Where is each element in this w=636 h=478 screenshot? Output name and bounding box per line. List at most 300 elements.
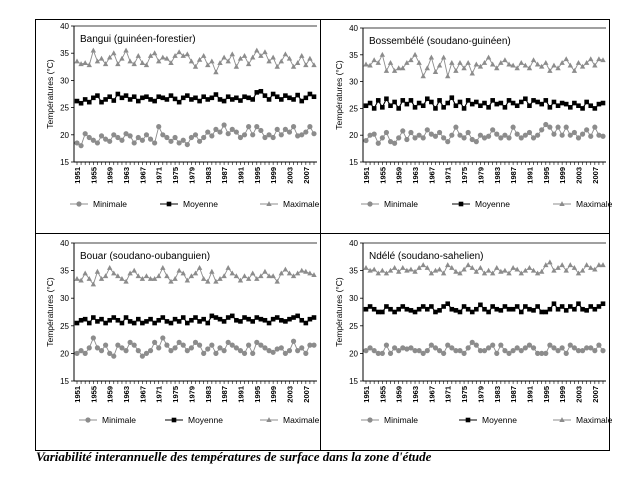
data-point-maximale: [421, 262, 426, 267]
data-point-maximale: [140, 276, 145, 281]
data-point-maximale: [588, 56, 593, 61]
x-tick-label: 2003: [574, 386, 584, 403]
data-point-minimale: [417, 349, 421, 353]
data-point-maximale: [568, 262, 573, 267]
data-point-moyenne: [548, 105, 553, 110]
data-point-minimale: [279, 133, 283, 137]
data-point-moyenne: [490, 98, 495, 103]
data-point-minimale: [511, 349, 515, 353]
data-point-moyenne: [392, 310, 397, 315]
data-point-moyenne: [396, 106, 401, 111]
data-point-maximale: [363, 62, 368, 67]
data-point-moyenne: [291, 315, 296, 320]
data-point-maximale: [201, 53, 206, 58]
data-point-minimale: [153, 141, 157, 145]
x-tick-label: 1987: [509, 167, 519, 184]
data-point-moyenne: [295, 93, 300, 98]
data-point-maximale: [295, 270, 300, 275]
legend-marker-moyenne: [167, 202, 172, 207]
data-point-maximale: [380, 268, 385, 273]
data-point-maximale: [111, 50, 116, 55]
data-point-moyenne: [156, 318, 161, 323]
data-point-minimale: [132, 343, 136, 347]
data-point-maximale: [404, 60, 409, 65]
x-tick-label: 1967: [427, 167, 437, 184]
data-point-maximale: [250, 270, 255, 275]
data-point-minimale: [388, 351, 392, 355]
data-point-moyenne: [478, 103, 483, 108]
data-point-maximale: [311, 62, 316, 67]
data-point-maximale: [429, 55, 434, 60]
data-point-minimale: [597, 343, 601, 347]
data-point-maximale: [416, 265, 421, 270]
data-point-minimale: [234, 346, 238, 350]
x-tick-label: 1991: [236, 386, 246, 403]
data-point-moyenne: [368, 101, 373, 106]
data-point-moyenne: [222, 319, 227, 324]
data-point-moyenne: [116, 92, 121, 97]
data-point-moyenne: [169, 321, 174, 326]
data-point-moyenne: [132, 94, 137, 99]
data-point-minimale: [593, 349, 597, 353]
data-point-minimale: [99, 134, 103, 138]
data-point-maximale: [91, 48, 96, 53]
data-point-maximale: [408, 267, 413, 272]
data-point-moyenne: [478, 303, 483, 308]
y-tick-label: 30: [60, 76, 69, 86]
x-tick-label: 1995: [252, 386, 262, 403]
data-point-moyenne: [250, 319, 255, 324]
data-point-minimale: [255, 125, 259, 129]
data-point-minimale: [552, 346, 556, 350]
data-point-moyenne: [486, 310, 491, 315]
data-point-minimale: [576, 136, 580, 140]
data-point-minimale: [446, 140, 450, 144]
data-point-moyenne: [519, 100, 524, 105]
data-point-minimale: [364, 349, 368, 353]
data-point-moyenne: [511, 307, 516, 312]
data-point-minimale: [393, 346, 397, 350]
data-point-moyenne: [116, 318, 121, 323]
data-point-moyenne: [413, 105, 418, 110]
data-point-minimale: [572, 346, 576, 350]
data-point-minimale: [491, 343, 495, 347]
data-point-minimale: [197, 139, 201, 143]
data-point-maximale: [380, 52, 385, 57]
data-point-moyenne: [230, 314, 235, 319]
data-point-minimale: [523, 346, 527, 350]
chart-panel-bossembele: [321, 20, 613, 233]
data-point-maximale: [502, 57, 507, 62]
data-point-moyenne: [409, 308, 414, 313]
x-tick-label: 1963: [122, 167, 132, 184]
data-point-maximale: [465, 60, 470, 65]
data-point-moyenne: [515, 103, 520, 108]
data-point-moyenne: [87, 100, 92, 105]
data-point-moyenne: [214, 92, 219, 97]
data-point-moyenne: [234, 318, 239, 323]
data-point-moyenne: [279, 318, 284, 323]
data-point-minimale: [202, 135, 206, 139]
data-point-minimale: [531, 136, 535, 140]
data-point-maximale: [176, 268, 181, 273]
legend-marker-minimale: [368, 418, 372, 422]
data-point-moyenne: [400, 304, 405, 309]
data-point-minimale: [242, 133, 246, 137]
data-point-minimale: [112, 133, 116, 137]
data-point-moyenne: [152, 321, 157, 326]
x-tick-label: 1999: [558, 386, 568, 403]
data-point-moyenne: [283, 93, 288, 98]
data-point-minimale: [287, 349, 291, 353]
data-point-maximale: [457, 60, 462, 65]
data-point-moyenne: [601, 301, 606, 306]
data-point-minimale: [491, 128, 495, 132]
data-point-minimale: [515, 132, 519, 136]
data-point-minimale: [197, 343, 201, 347]
data-point-minimale: [499, 343, 503, 347]
data-point-minimale: [83, 132, 87, 136]
data-point-minimale: [214, 127, 218, 131]
y-tick-label: 40: [349, 24, 358, 33]
data-point-maximale: [523, 63, 528, 68]
data-point-minimale: [218, 346, 222, 350]
data-point-moyenne: [295, 314, 300, 319]
y-tick-label: 25: [349, 104, 358, 114]
data-point-maximale: [384, 270, 389, 275]
data-point-moyenne: [267, 97, 272, 102]
data-point-moyenne: [450, 95, 455, 100]
data-point-minimale: [560, 346, 564, 350]
data-point-moyenne: [99, 317, 104, 322]
x-tick-label: 1975: [460, 386, 470, 403]
data-point-minimale: [136, 349, 140, 353]
data-point-moyenne: [584, 308, 589, 313]
data-point-moyenne: [523, 96, 528, 101]
data-point-moyenne: [210, 314, 215, 319]
data-point-minimale: [466, 346, 470, 350]
data-point-moyenne: [210, 96, 215, 101]
y-tick-label: 35: [349, 50, 358, 60]
data-point-minimale: [597, 133, 601, 137]
data-point-minimale: [222, 123, 226, 127]
data-point-moyenne: [136, 317, 141, 322]
x-tick-label: 1959: [394, 167, 404, 184]
data-point-moyenne: [482, 307, 487, 312]
data-point-minimale: [544, 351, 548, 355]
data-point-moyenne: [494, 102, 499, 107]
x-tick-label: 2003: [285, 386, 295, 403]
data-point-moyenne: [400, 98, 405, 103]
data-point-moyenne: [568, 304, 573, 309]
data-point-minimale: [495, 132, 499, 136]
data-point-maximale: [539, 269, 544, 274]
data-point-maximale: [486, 55, 491, 60]
data-point-moyenne: [218, 317, 223, 322]
data-point-moyenne: [263, 93, 268, 98]
data-point-moyenne: [83, 317, 88, 322]
data-point-moyenne: [226, 315, 231, 320]
data-point-moyenne: [539, 102, 544, 107]
data-point-moyenne: [161, 96, 166, 101]
data-point-maximale: [242, 273, 247, 278]
data-point-maximale: [572, 265, 577, 270]
data-point-maximale: [441, 55, 446, 60]
legend-marker-minimale: [77, 202, 81, 206]
data-point-minimale: [283, 351, 287, 355]
figure-caption: Variabilité interannuelle des températures de surface dans la zone d'étude: [36, 449, 432, 464]
data-point-moyenne: [120, 321, 125, 326]
data-point-maximale: [588, 265, 593, 270]
data-point-minimale: [413, 349, 417, 353]
data-point-minimale: [548, 343, 552, 347]
data-point-maximale: [250, 55, 255, 60]
legend-label-minimale: Minimale: [384, 415, 419, 425]
x-tick-label: 1967: [427, 386, 437, 403]
data-point-minimale: [450, 133, 454, 137]
x-tick-label: 1955: [89, 167, 99, 184]
data-point-minimale: [446, 343, 450, 347]
x-tick-label: 1983: [492, 386, 502, 403]
y-tick-label: 20: [60, 130, 69, 140]
data-point-moyenne: [548, 307, 553, 312]
data-point-moyenne: [242, 94, 247, 99]
y-axis-label: Températures (°C): [334, 277, 344, 347]
data-point-maximale: [363, 265, 368, 270]
data-point-minimale: [544, 122, 548, 126]
data-point-minimale: [296, 349, 300, 353]
data-point-minimale: [210, 134, 214, 138]
data-point-minimale: [495, 351, 499, 355]
data-point-moyenne: [169, 93, 174, 98]
x-tick-label: 2007: [590, 167, 600, 184]
data-point-minimale: [401, 129, 405, 133]
data-point-moyenne: [91, 96, 96, 101]
data-point-maximale: [82, 270, 87, 275]
data-point-minimale: [226, 132, 230, 136]
data-point-minimale: [601, 349, 605, 353]
data-point-minimale: [437, 130, 441, 134]
y-tick-label: 25: [349, 321, 358, 331]
data-point-moyenne: [593, 106, 598, 111]
data-point-minimale: [91, 138, 95, 142]
data-point-maximale: [543, 60, 548, 65]
data-point-moyenne: [177, 100, 182, 105]
data-point-maximale: [531, 57, 536, 62]
data-point-minimale: [368, 133, 372, 137]
data-point-moyenne: [584, 100, 589, 105]
data-point-maximale: [416, 60, 421, 65]
data-point-moyenne: [173, 97, 178, 102]
x-tick-label: 1983: [203, 167, 213, 184]
data-point-maximale: [270, 55, 275, 60]
data-point-moyenne: [564, 308, 569, 313]
chart-title: Ndélé (soudano-sahelien): [369, 251, 484, 262]
data-point-moyenne: [507, 307, 512, 312]
data-point-minimale: [181, 138, 185, 142]
data-point-moyenne: [384, 96, 389, 101]
legend-marker-moyenne: [459, 202, 464, 207]
data-point-moyenne: [128, 97, 133, 102]
x-tick-label: 1991: [525, 386, 535, 403]
data-point-maximale: [527, 65, 532, 70]
legend-label-minimale: Minimale: [102, 415, 137, 425]
legend-label-moyenne: Moyenne: [475, 199, 510, 209]
data-point-maximale: [123, 279, 128, 284]
data-point-maximale: [283, 51, 288, 56]
data-point-maximale: [234, 273, 239, 278]
data-point-moyenne: [181, 315, 186, 320]
data-point-moyenne: [503, 105, 508, 110]
data-point-minimale: [462, 136, 466, 140]
data-point-moyenne: [111, 315, 116, 320]
x-tick-label: 1971: [154, 167, 164, 184]
x-tick-label: 1991: [525, 167, 535, 184]
data-point-minimale: [572, 130, 576, 134]
y-tick-label: 25: [60, 321, 69, 331]
legend-marker-minimale: [368, 202, 372, 206]
data-point-moyenne: [267, 321, 272, 326]
data-point-minimale: [312, 132, 316, 136]
data-point-minimale: [189, 346, 193, 350]
data-point-minimale: [75, 141, 79, 145]
data-point-moyenne: [218, 97, 223, 102]
legend-label-moyenne: Moyenne: [183, 199, 218, 209]
data-point-minimale: [552, 132, 556, 136]
data-point-moyenne: [417, 307, 422, 312]
data-point-moyenne: [445, 301, 450, 306]
data-point-moyenne: [136, 99, 141, 104]
data-point-minimale: [112, 354, 116, 358]
data-point-maximale: [95, 58, 100, 63]
data-point-minimale: [458, 349, 462, 353]
data-point-moyenne: [580, 106, 585, 111]
data-point-moyenne: [576, 301, 581, 306]
data-point-minimale: [421, 136, 425, 140]
data-point-moyenne: [535, 304, 540, 309]
data-point-maximale: [584, 262, 589, 267]
data-point-maximale: [388, 60, 393, 65]
data-point-maximale: [299, 268, 304, 273]
x-tick-label: 1959: [105, 167, 115, 184]
data-point-moyenne: [287, 317, 292, 322]
data-point-maximale: [148, 53, 153, 58]
data-point-moyenne: [421, 103, 426, 108]
x-tick-label: 1987: [509, 386, 519, 403]
data-point-minimale: [388, 140, 392, 144]
data-point-minimale: [234, 130, 238, 134]
data-point-maximale: [127, 58, 132, 63]
data-point-maximale: [527, 265, 532, 270]
data-point-maximale: [160, 265, 165, 270]
data-point-moyenne: [275, 94, 280, 99]
data-point-minimale: [462, 351, 466, 355]
data-point-minimale: [442, 136, 446, 140]
data-point-maximale: [547, 259, 552, 264]
legend-label-moyenne: Moyenne: [188, 415, 223, 425]
data-point-minimale: [393, 141, 397, 145]
x-tick-label: 1987: [220, 167, 230, 184]
x-tick-label: 1955: [378, 167, 388, 184]
data-point-moyenne: [95, 319, 100, 324]
data-point-moyenne: [445, 101, 450, 106]
data-point-moyenne: [494, 307, 499, 312]
y-tick-label: 40: [349, 239, 358, 248]
data-point-minimale: [519, 136, 523, 140]
data-point-minimale: [450, 346, 454, 350]
data-point-maximale: [445, 262, 450, 267]
legend-label-minimale: Minimale: [93, 199, 128, 209]
data-point-moyenne: [287, 96, 292, 101]
data-point-maximale: [221, 273, 226, 278]
x-tick-label: 1971: [443, 386, 453, 403]
data-point-maximale: [384, 68, 389, 73]
data-point-minimale: [413, 136, 417, 140]
data-point-maximale: [176, 49, 181, 54]
data-point-maximale: [82, 60, 87, 65]
data-point-minimale: [417, 133, 421, 137]
data-point-maximale: [119, 276, 124, 281]
data-point-moyenne: [454, 308, 459, 313]
x-tick-label: 2007: [301, 167, 311, 184]
data-point-minimale: [263, 346, 267, 350]
data-point-minimale: [116, 135, 120, 139]
data-point-maximale: [412, 52, 417, 57]
x-tick-label: 1955: [89, 386, 99, 403]
x-tick-label: 1979: [187, 167, 197, 184]
data-point-moyenne: [201, 94, 206, 99]
data-point-moyenne: [242, 315, 247, 320]
data-point-moyenne: [238, 98, 243, 103]
data-point-minimale: [104, 343, 108, 347]
data-point-minimale: [372, 132, 376, 136]
data-point-moyenne: [564, 102, 569, 107]
data-point-minimale: [564, 351, 568, 355]
data-point-moyenne: [552, 100, 557, 105]
data-point-minimale: [144, 133, 148, 137]
data-point-maximale: [564, 56, 569, 61]
data-point-minimale: [87, 346, 91, 350]
data-point-minimale: [83, 351, 87, 355]
data-point-minimale: [515, 346, 519, 350]
data-point-minimale: [540, 351, 544, 355]
data-point-moyenne: [425, 307, 430, 312]
data-point-moyenne: [364, 103, 369, 108]
data-point-maximale: [465, 262, 470, 267]
data-point-minimale: [429, 343, 433, 347]
data-point-minimale: [536, 351, 540, 355]
x-tick-label: 1963: [411, 386, 421, 403]
data-point-minimale: [148, 137, 152, 141]
x-tick-label: 1995: [252, 167, 262, 184]
data-point-minimale: [593, 125, 597, 129]
data-point-moyenne: [152, 99, 157, 104]
data-point-minimale: [124, 132, 128, 136]
data-point-moyenne: [531, 308, 536, 313]
data-point-maximale: [388, 268, 393, 273]
data-point-maximale: [371, 57, 376, 62]
data-point-moyenne: [128, 319, 133, 324]
data-point-moyenne: [433, 310, 438, 315]
data-point-moyenne: [499, 101, 504, 106]
y-tick-label: 35: [349, 266, 358, 276]
data-point-maximale: [371, 267, 376, 272]
data-point-minimale: [242, 351, 246, 355]
data-point-maximale: [270, 273, 275, 278]
x-tick-label: 1995: [541, 167, 551, 184]
data-point-maximale: [103, 273, 108, 278]
x-tick-label: 1995: [541, 386, 551, 403]
